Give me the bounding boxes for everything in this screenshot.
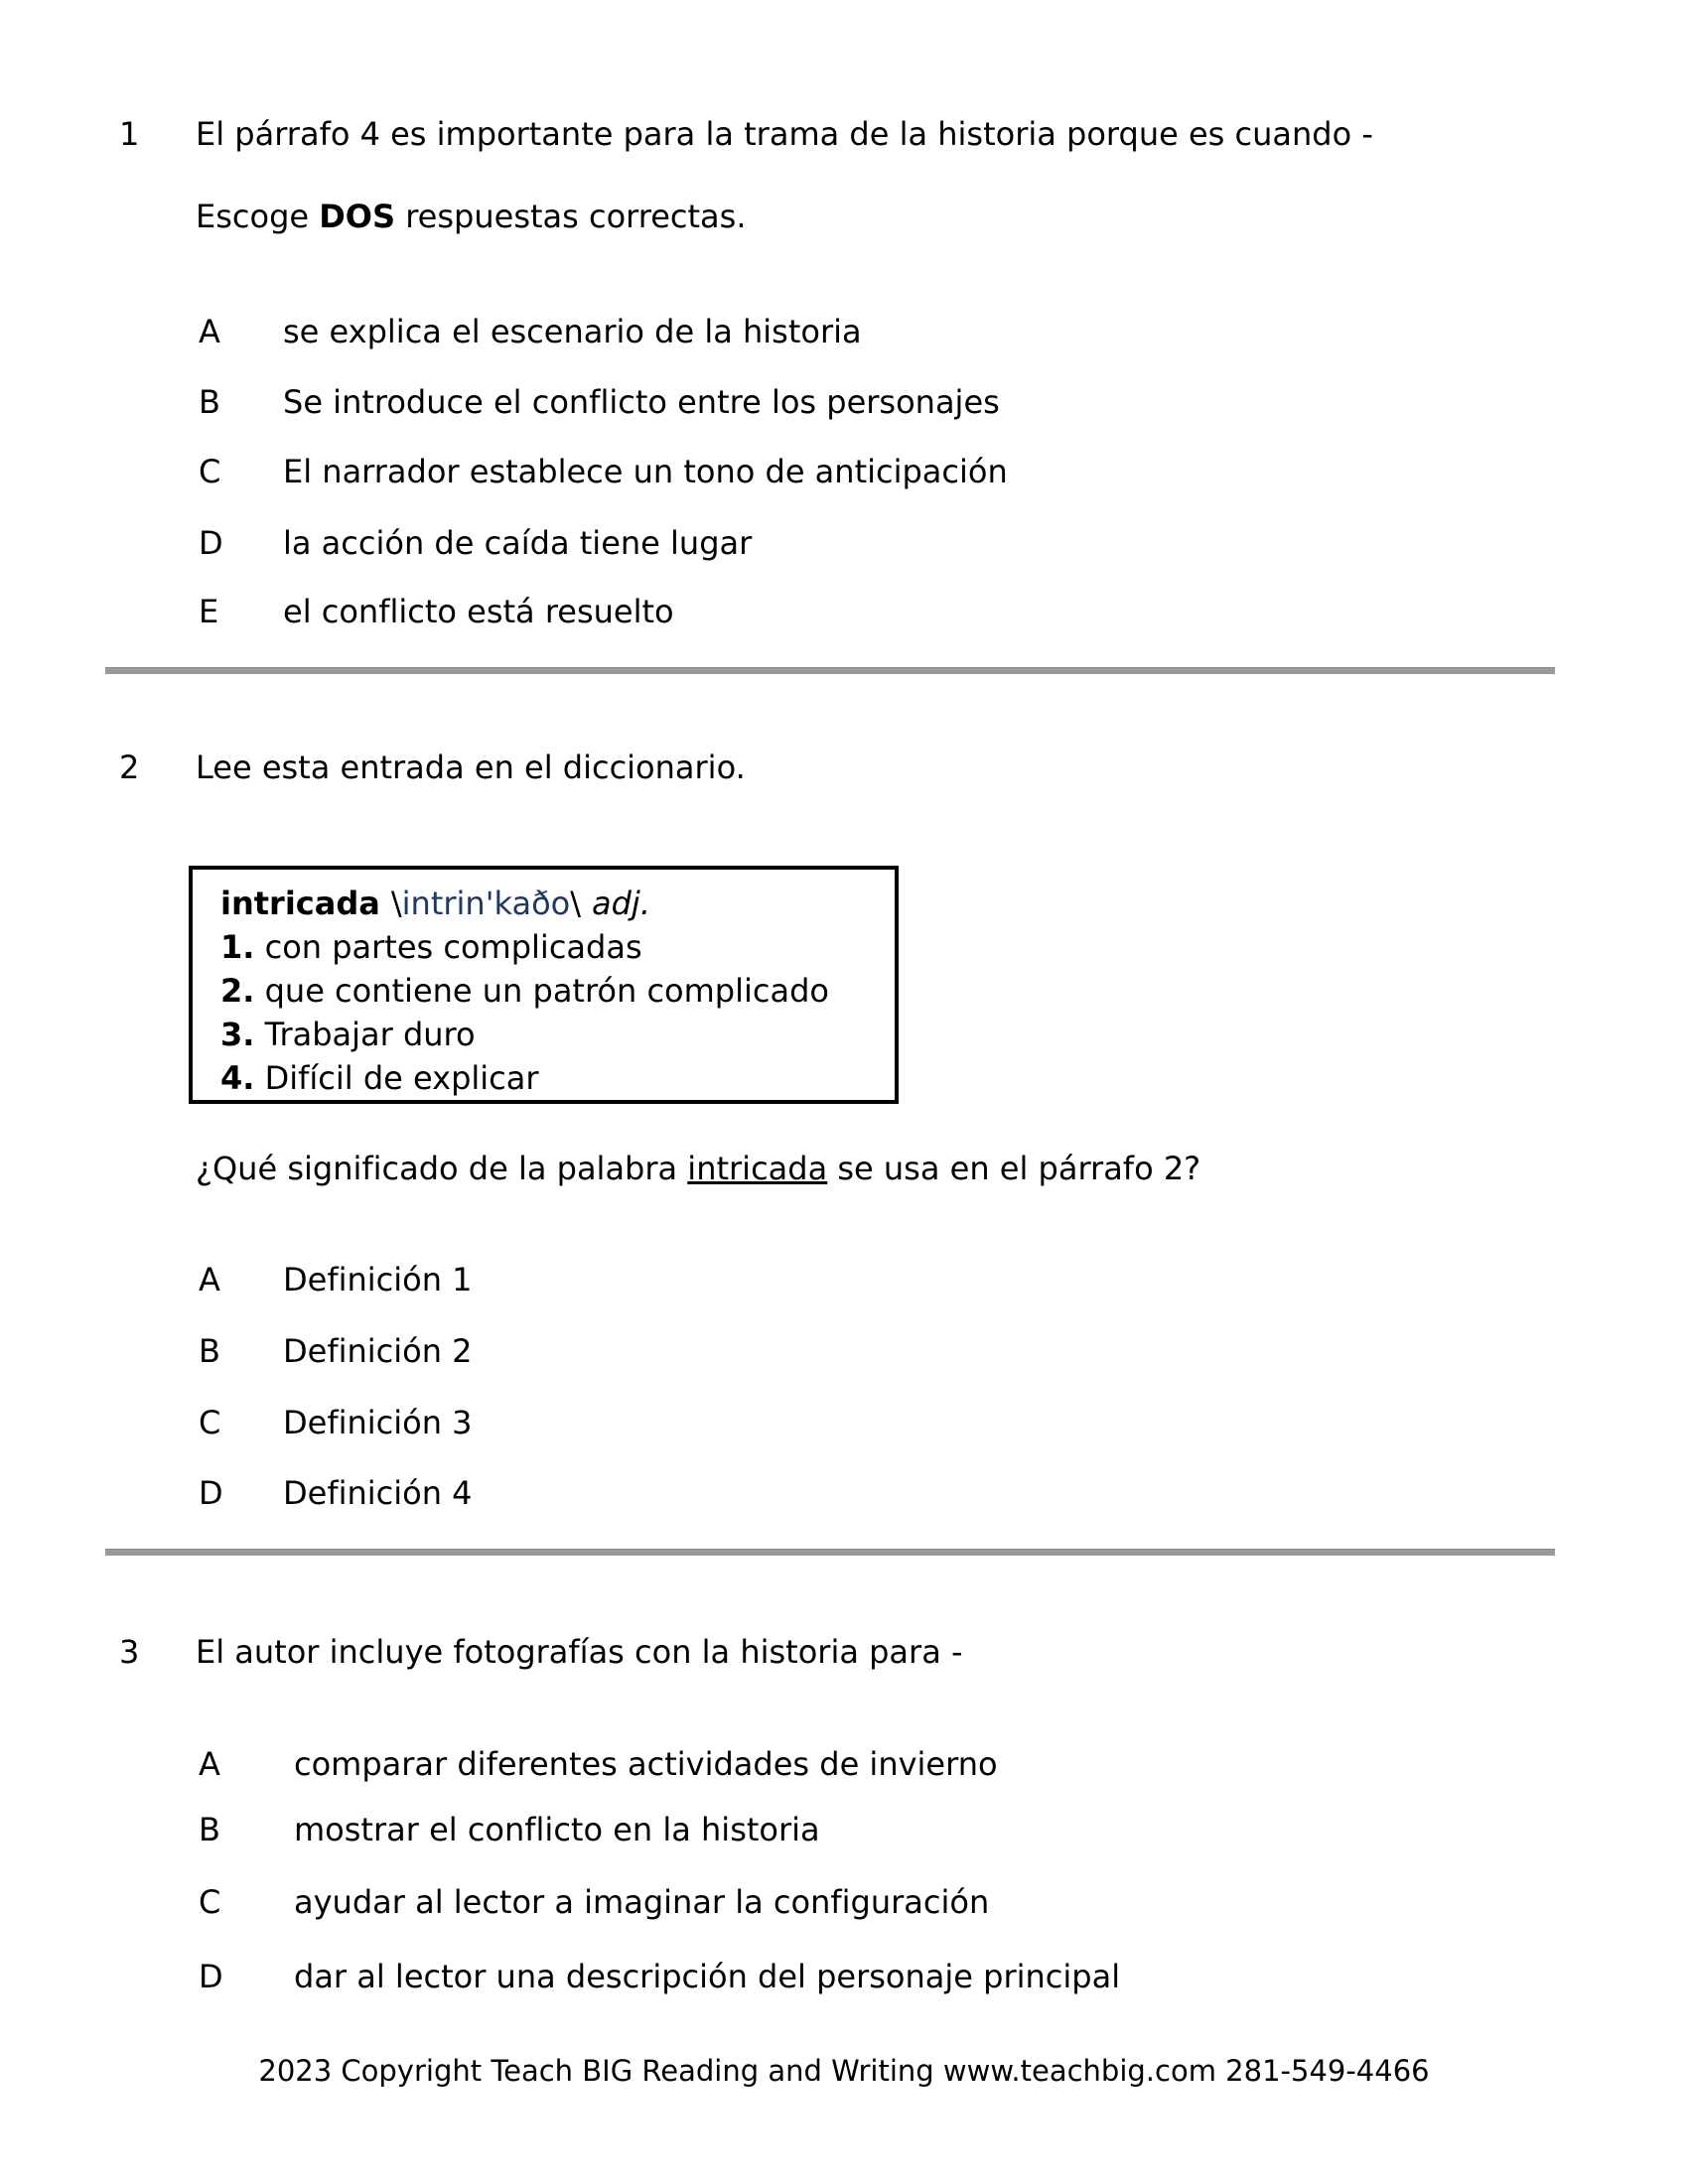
section-divider: [105, 667, 1555, 674]
option-letter: B: [199, 383, 220, 421]
q1-option-a: [199, 312, 862, 351]
q2-option-a: [199, 1260, 473, 1299]
definition-item-3: [220, 1013, 877, 1056]
dictionary-headword: intricada: [220, 885, 380, 922]
option-text: se explica el escenario de la historia: [283, 313, 862, 350]
q2-option-d: [199, 1473, 473, 1513]
question-1-number: 1: [119, 115, 140, 153]
definition-item-1: [220, 925, 877, 969]
q3-option-b: [199, 1810, 820, 1849]
question-1-instruction: [196, 197, 746, 236]
question-suffix: se usa en el párrafo 2?: [827, 1150, 1201, 1187]
q2-option-b: [199, 1331, 473, 1371]
option-letter: D: [199, 524, 223, 562]
question-2-question-line: [196, 1149, 1200, 1188]
option-letter: A: [199, 313, 220, 350]
option-text: la acción de caída tiene lugar: [283, 524, 753, 562]
question-prefix: ¿Qué significado de la palabra: [196, 1150, 688, 1187]
footer-copyright: 2023 Copyright Teach BIG Reading and Writing www.teachbig.com 281-549-4466: [258, 2054, 1430, 2088]
q3-option-a: [199, 1744, 998, 1784]
option-text: el conflicto está resuelto: [283, 593, 674, 630]
option-letter: A: [199, 1261, 220, 1298]
q3-option-d: [199, 1957, 1120, 1996]
definition-number: 4.: [220, 1059, 255, 1097]
question-1: [119, 114, 1373, 154]
option-letter: B: [199, 1811, 220, 1848]
q1-option-c: [199, 452, 1008, 491]
definition-item-2: [220, 969, 877, 1013]
definition-number: 2.: [220, 972, 255, 1010]
question-3-prompt: El autor incluye fotografías con la historia para -: [196, 1633, 963, 1671]
question-3: [119, 1632, 963, 1672]
q1-option-d: [199, 523, 752, 563]
definition-text: Difícil de explicar: [264, 1059, 539, 1097]
option-text: Definición 2: [283, 1332, 473, 1370]
question-2: [119, 748, 746, 787]
option-letter: C: [199, 1883, 221, 1921]
instruction-bold-dos: DOS: [319, 198, 396, 235]
option-text: comparar diferentes actividades de invierno: [294, 1745, 998, 1783]
pronunciation-close-slash: \: [570, 885, 581, 922]
q1-option-e: [199, 592, 674, 631]
option-letter: B: [199, 1332, 220, 1370]
option-text: Definición 4: [283, 1474, 473, 1512]
definition-number: 3.: [220, 1016, 255, 1053]
option-letter: A: [199, 1745, 220, 1783]
definition-text: con partes complicadas: [264, 928, 642, 966]
option-text: Se introduce el conflicto entre los personajes: [283, 383, 1000, 421]
definition-text: Trabajar duro: [264, 1016, 476, 1053]
option-letter: C: [199, 1404, 221, 1441]
q3-option-c: [199, 1882, 989, 1922]
option-text: ayudar al lector a imaginar la configuración: [294, 1883, 990, 1921]
option-text: mostrar el conflicto en la historia: [294, 1811, 820, 1848]
definition-number: 1.: [220, 928, 255, 966]
question-3-number: 3: [119, 1633, 140, 1671]
option-text: El narrador establece un tono de anticipación: [283, 453, 1008, 490]
option-text: Definición 1: [283, 1261, 473, 1298]
q1-option-b: [199, 382, 1000, 422]
dictionary-pronunciation: intrin'kaðo: [401, 885, 571, 922]
q2-option-c: [199, 1403, 473, 1442]
question-2-prompt: Lee esta entrada en el diccionario.: [196, 749, 746, 786]
option-letter: E: [199, 593, 219, 630]
definition-item-4: [220, 1056, 877, 1100]
option-text: dar al lector una descripción del personaje principal: [294, 1958, 1121, 1995]
question-1-prompt: El párrafo 4 es importante para la trama de la historia porque es cuando -: [196, 115, 1373, 153]
dictionary-entry-box: [189, 866, 899, 1104]
option-letter: D: [199, 1958, 223, 1995]
option-letter: D: [199, 1474, 223, 1512]
definition-text: que contiene un patrón complicado: [264, 972, 829, 1010]
option-letter: C: [199, 453, 221, 490]
pronunciation-open-slash: \: [390, 885, 402, 922]
question-2-number: 2: [119, 749, 140, 786]
underlined-word-intricada: intricada: [687, 1150, 828, 1187]
part-of-speech: adj.: [592, 885, 650, 922]
option-text: Definición 3: [283, 1404, 473, 1441]
dictionary-headword-line: [220, 882, 877, 925]
instruction-prefix: Escoge: [196, 198, 320, 235]
instruction-suffix: respuestas correctas.: [395, 198, 747, 235]
section-divider: [105, 1549, 1555, 1556]
